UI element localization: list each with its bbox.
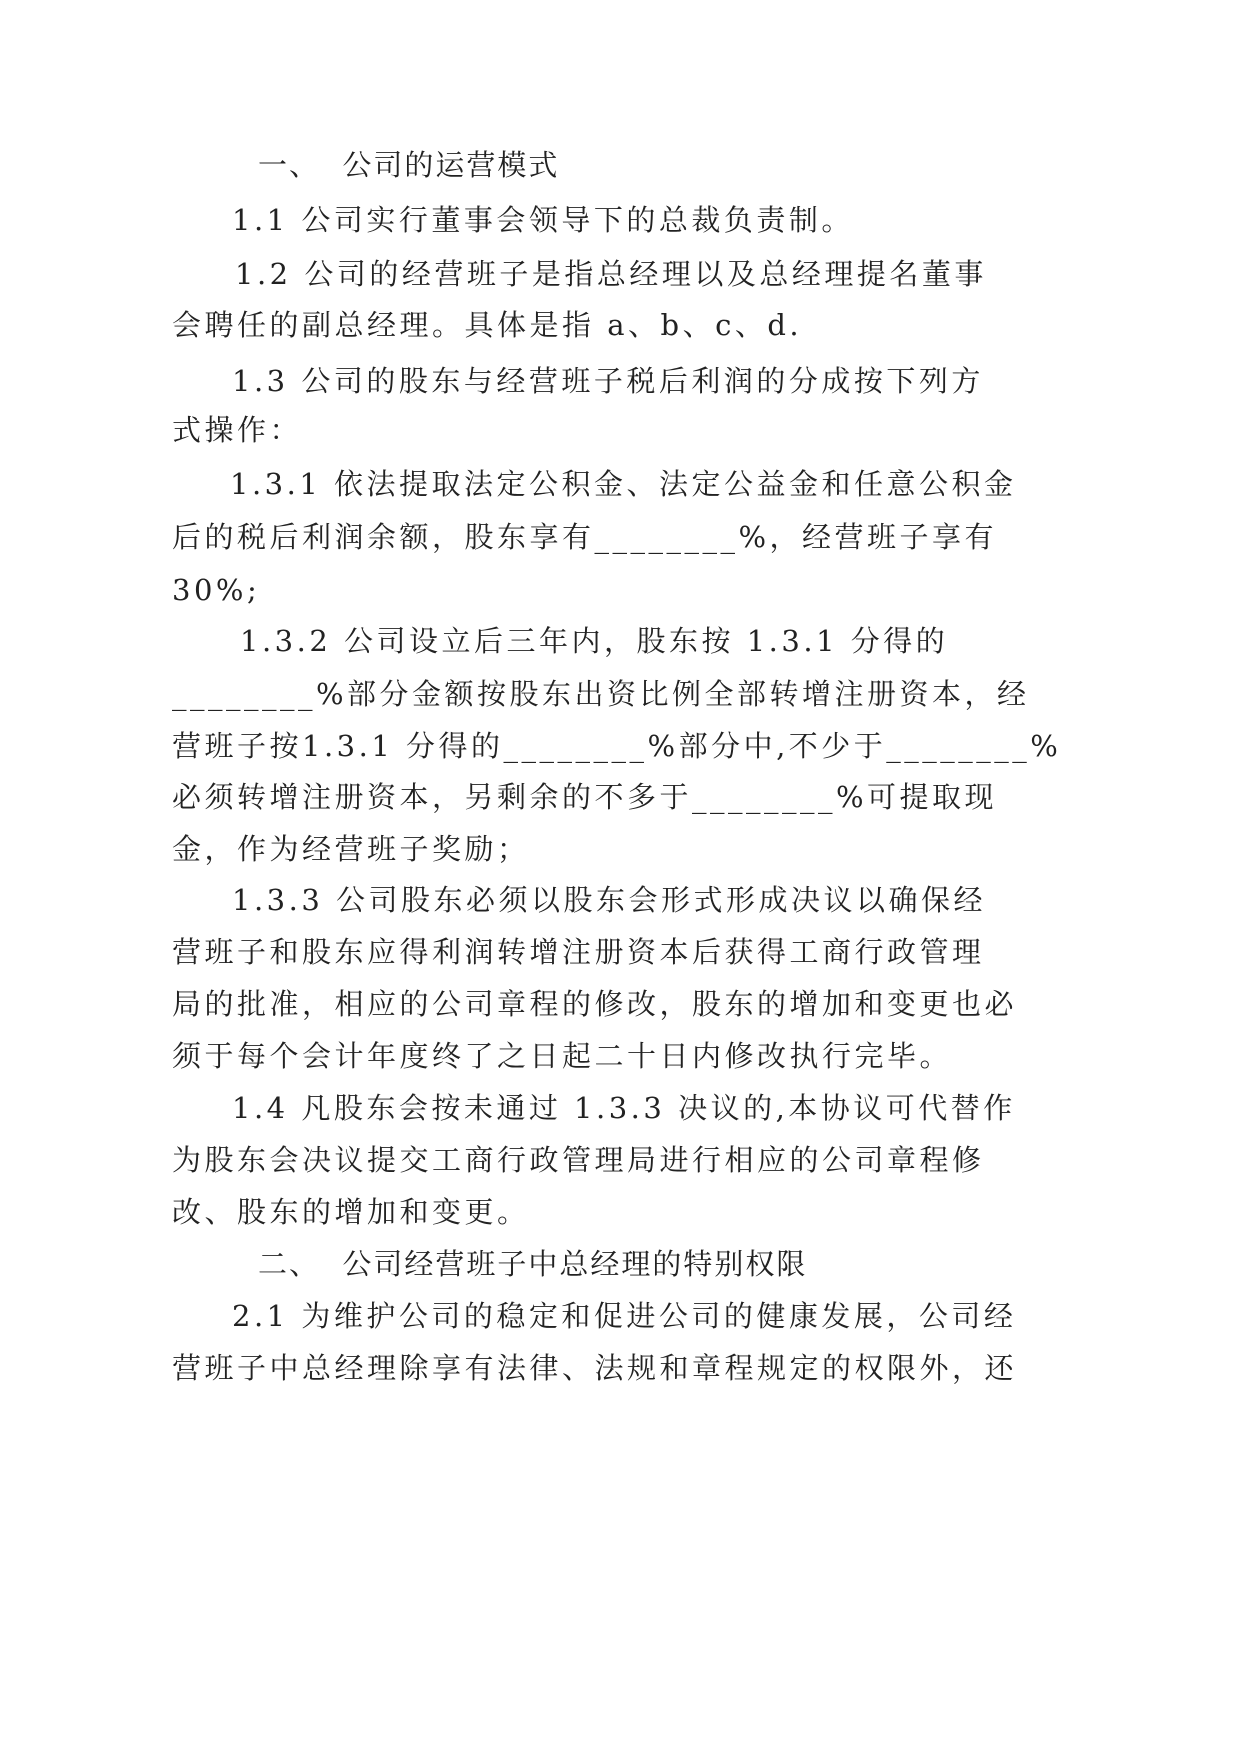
paragraph-line: 必须转增注册资本，另剩余的不多于________%可提取现: [172, 780, 998, 814]
paragraph-line: 2.1 为维护公司的稳定和促进公司的健康发展，公司经: [232, 1299, 1017, 1333]
paragraph-line: 营班子按1.3.1 分得的________%部分中,不少于________%: [172, 729, 1062, 763]
paragraph-line: 1.3.2 公司设立后三年内，股东按 1.3.1 分得的: [240, 624, 949, 658]
paragraph-line: 须于每个会计年度终了之日起二十日内修改执行完毕。: [172, 1039, 953, 1073]
paragraph-line: 为股东会决议提交工商行政管理局进行相应的公司章程修: [172, 1143, 985, 1177]
paragraph-line: 局的批准，相应的公司章程的修改，股东的增加和变更也必: [172, 987, 1018, 1021]
paragraph-line: 1.2 公司的经营班子是指总经理以及总经理提名董事: [235, 257, 987, 291]
paragraph-line: ________%部分金额按股东出资比例全部转增注册资本，经: [172, 677, 1030, 711]
paragraph-line: 会聘任的副总经理。具体是指 a、b、c、d.: [172, 308, 803, 342]
section-heading: 二、 公司经营班子中总经理的特别权限: [258, 1247, 808, 1281]
section-heading: 一、 公司的运营模式: [258, 148, 560, 182]
paragraph-line: 营班子和股东应得利润转增注册资本后获得工商行政管理: [172, 935, 985, 969]
paragraph-line: 金，作为经营班子奖励；: [172, 832, 530, 866]
paragraph-line: 1.1 公司实行董事会领导下的总裁负责制。: [232, 203, 854, 237]
paragraph-line: 1.3.1 依法提取法定公积金、法定公益金和任意公积金: [230, 467, 1017, 501]
paragraph-line: 1.4 凡股东会按未通过 1.3.3 决议的,本协议可代替作: [232, 1091, 1016, 1125]
paragraph-line: 营班子中总经理除享有法律、法规和章程规定的权限外，还: [172, 1351, 1018, 1385]
paragraph-line: 30%;: [172, 573, 261, 607]
paragraph-line: 后的税后利润余额，股东享有________%，经营班子享有: [172, 520, 998, 554]
paragraph-line: 1.3 公司的股东与经营班子税后利润的分成按下列方: [232, 364, 984, 398]
paragraph-line: 式操作：: [172, 413, 303, 447]
paragraph-line: 改、股东的增加和变更。: [172, 1195, 530, 1229]
paragraph-line: 1.3.3 公司股东必须以股东会形式形成决议以确保经: [232, 883, 987, 917]
